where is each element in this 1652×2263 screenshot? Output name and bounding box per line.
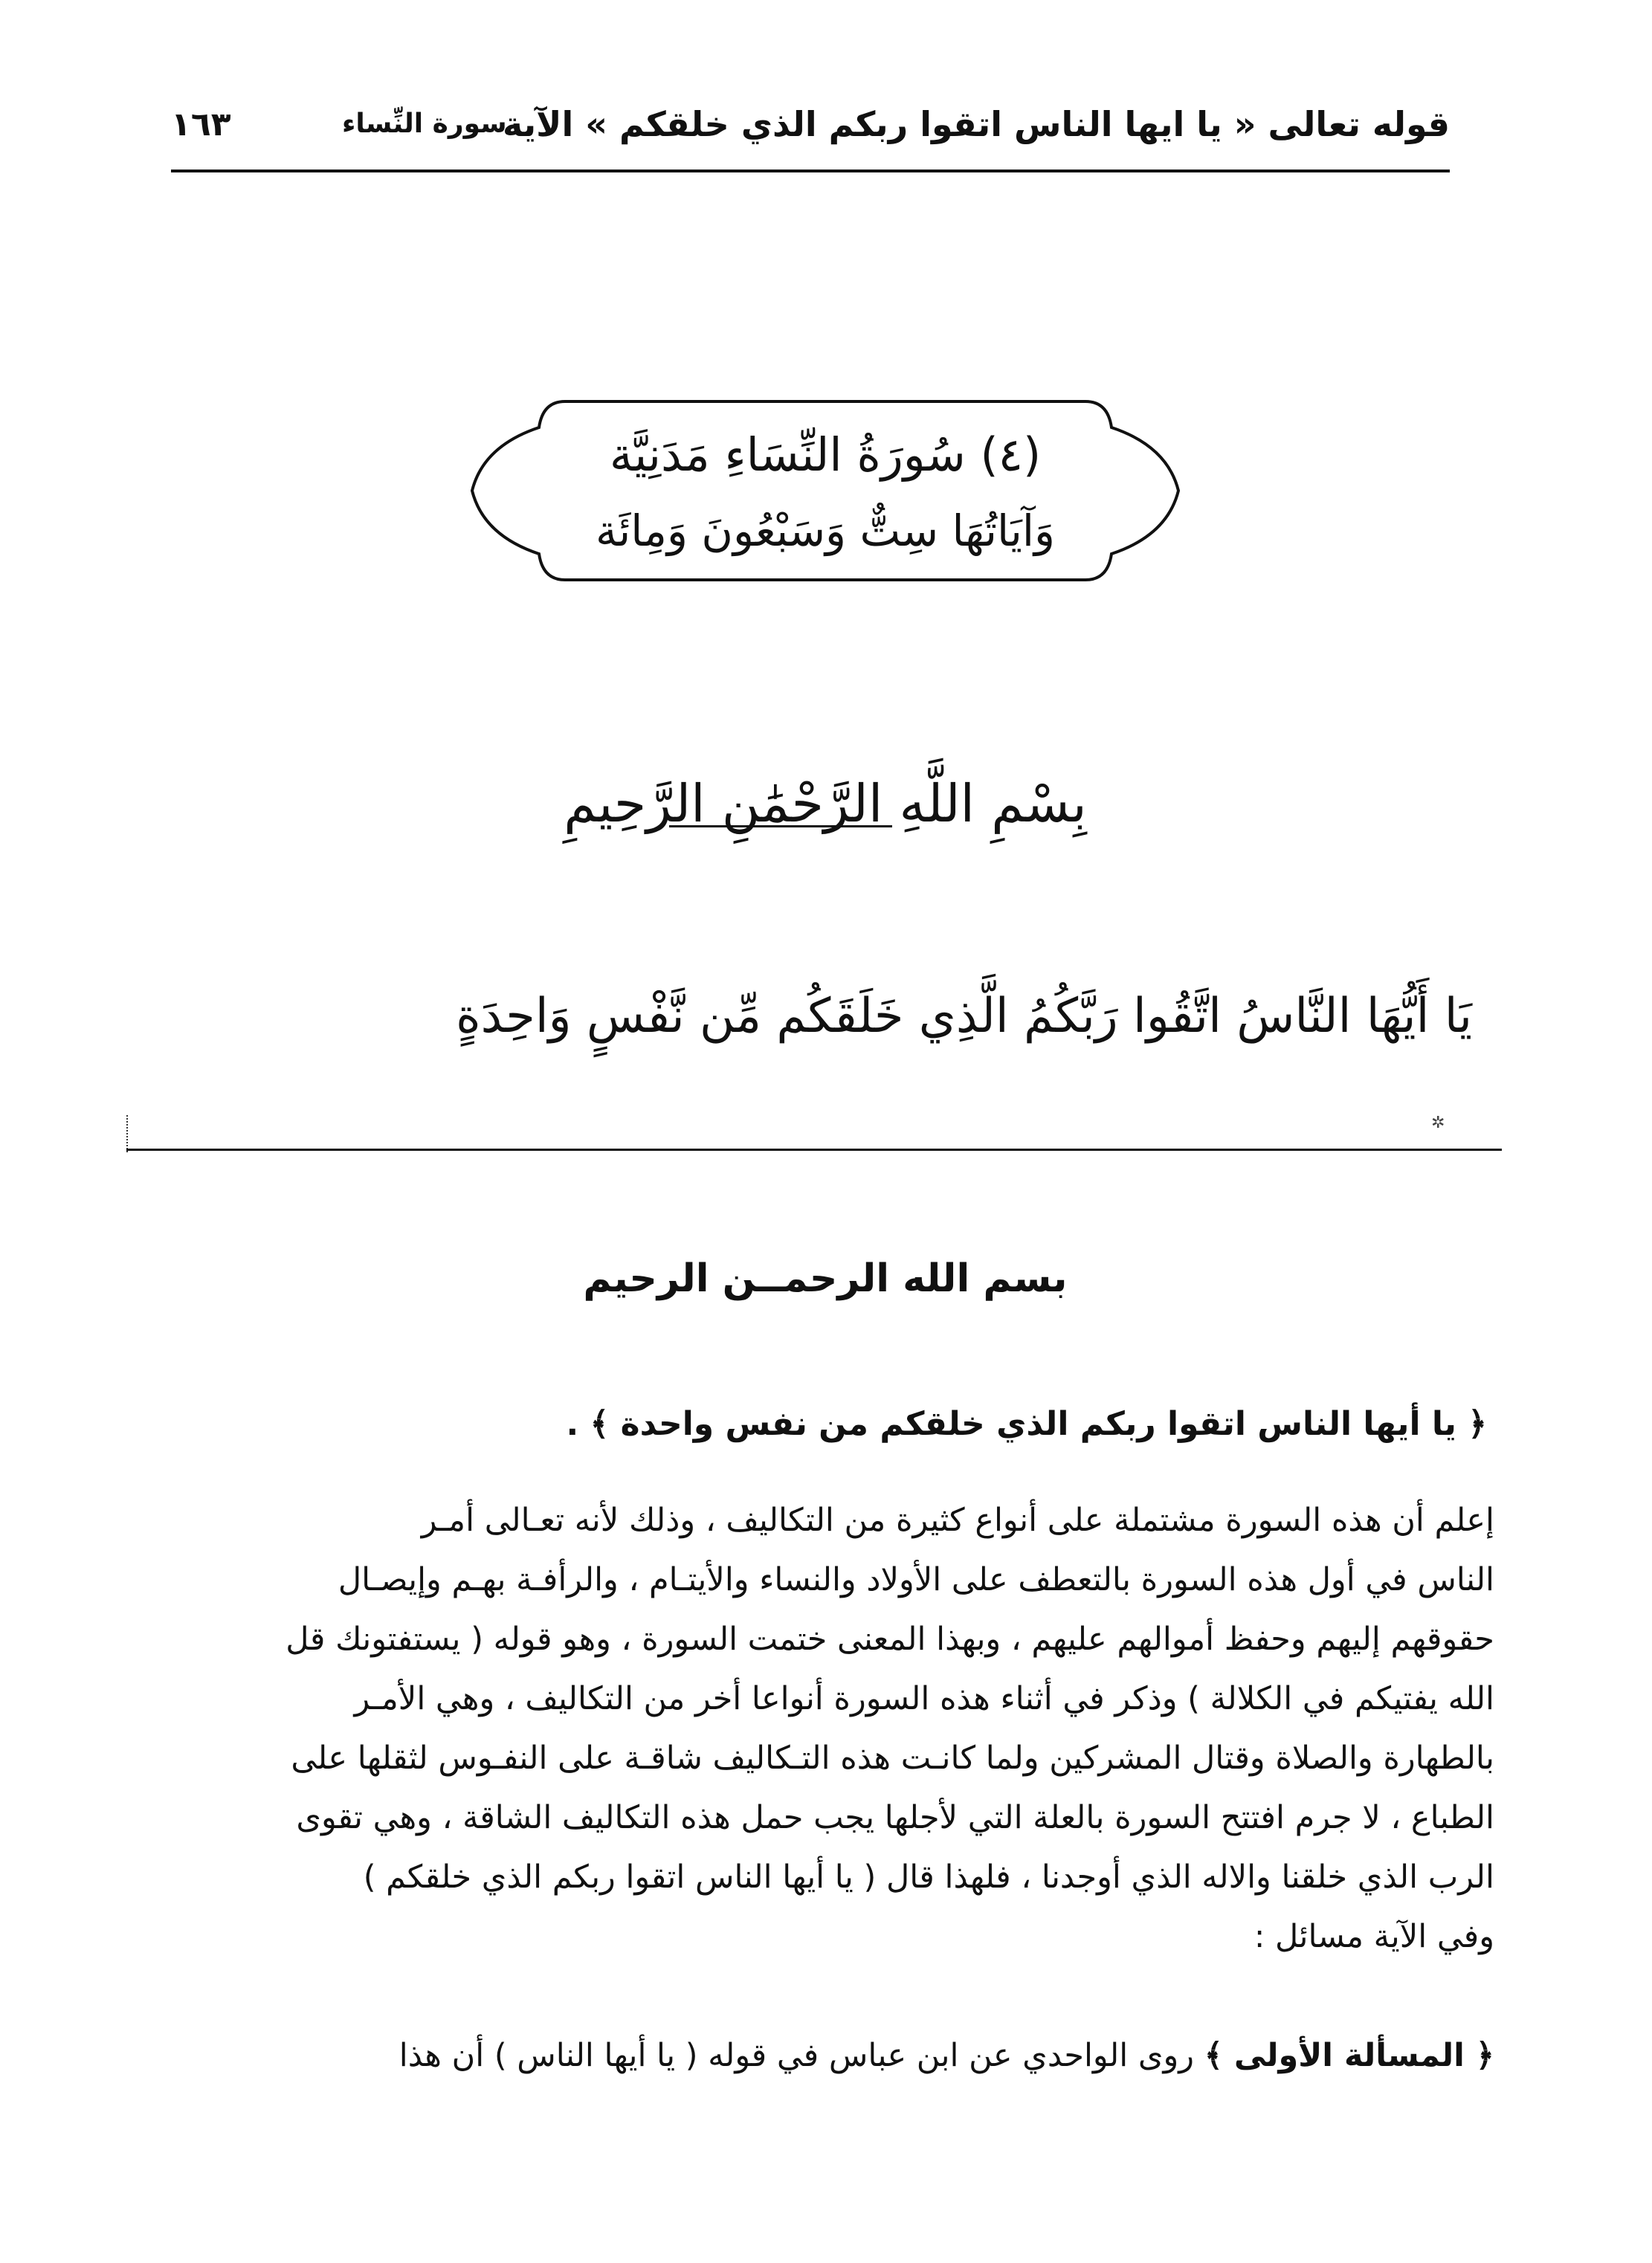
header-rule	[171, 170, 1450, 172]
page-number: ١٦٣	[171, 106, 231, 143]
paragraph-line: الطباع ، لا جرم افتتح السورة بالعلة التي لأجلها يجب حمل هذه التكاليف الشاقة ، وهي تقوى	[296, 1799, 1494, 1836]
calligraphic-basmala: بِسْمِ اللَّهِ الرَّحْمَٰنِ الرَّحِيمِ	[564, 773, 1087, 834]
running-header	[171, 104, 1450, 164]
basmala-extension-stroke	[669, 825, 892, 827]
paragraph-line: الرب الذي خلقنا والاله الذي أوجدنا ، فلهذا قال ( يا أيها الناس اتقوا ربكم الذي خلقكم )	[363, 1859, 1494, 1896]
running-header-surah: سورة النِّساء	[342, 109, 507, 139]
paragraph-line: وفي الآية مسائل :	[1253, 1918, 1494, 1955]
small-star-mark: ✲	[1431, 1114, 1445, 1132]
commentary-quoted-verse: ﴿ يا أيها الناس اتقوا ربكم الذي خلقكم من نفس واحدة ﴾ .	[566, 1405, 1487, 1443]
quranic-verse: يَا أَيُّهَا النَّاسُ اتَّقُوا رَبَّكُمُ الَّذِي خَلَقَكُم مِّن نَّفْسٍ وَاحِدَةٍ	[456, 989, 1472, 1044]
running-header-verse: قوله تعالى « يا ايها الناس اتقوا ربكم الذي خلقكم » الآية	[503, 104, 1450, 144]
first-issue-title: ﴿ المسألة الأولى ﴾	[1204, 2037, 1494, 2074]
first-issue-text: روى الواحدي عن ابن عباس في قوله ( يا أيها الناس ) أن هذا	[399, 2037, 1195, 2074]
paragraph-line: إعلم أن هذه السورة مشتملة على أنواع كثيرة من التكاليف ، وذلك لأنه تعـالى أمـر	[421, 1502, 1494, 1539]
margin-dotted-mark	[126, 1115, 128, 1152]
section-divider-rule	[126, 1149, 1502, 1151]
surah-verse-count-line: وَآيَاتُهَا سِتٌّ وَسَبْعُونَ وَمِائَة	[596, 506, 1055, 556]
surah-cartouche-frame	[468, 387, 1182, 595]
commentary-basmala: بسم الله الرحمــن الرحيم	[583, 1256, 1068, 1301]
paragraph-line: حقوقهم إليهم وحفظ أموالهم عليهم ، وبهذا المعنى ختمت السورة ، وهو قوله ( يستفتونك قل	[285, 1621, 1494, 1658]
paragraph-line: الله يفتيكم في الكلالة ) وذكر في أثناء هذه السورة أنواعا أخر من التكاليف ، وهي الأمـر	[354, 1680, 1494, 1717]
first-issue-line	[156, 2037, 1494, 2074]
paragraph-line: بالطهارة والصلاة وقتال المشركين ولما كانـت هذه التـكاليف شاقـة على النفـوس لثقلها على	[291, 1740, 1494, 1777]
surah-title-line: (٤) سُورَةُ النِّسَاءِ مَدَنِيَّة	[609, 427, 1042, 482]
commentary-paragraph	[156, 1491, 1494, 1966]
paragraph-line: الناس في أول هذه السورة بالتعطف على الأولاد والنساء والأيتـام ، والرأفـة بهـم وإيصـال	[338, 1561, 1494, 1598]
